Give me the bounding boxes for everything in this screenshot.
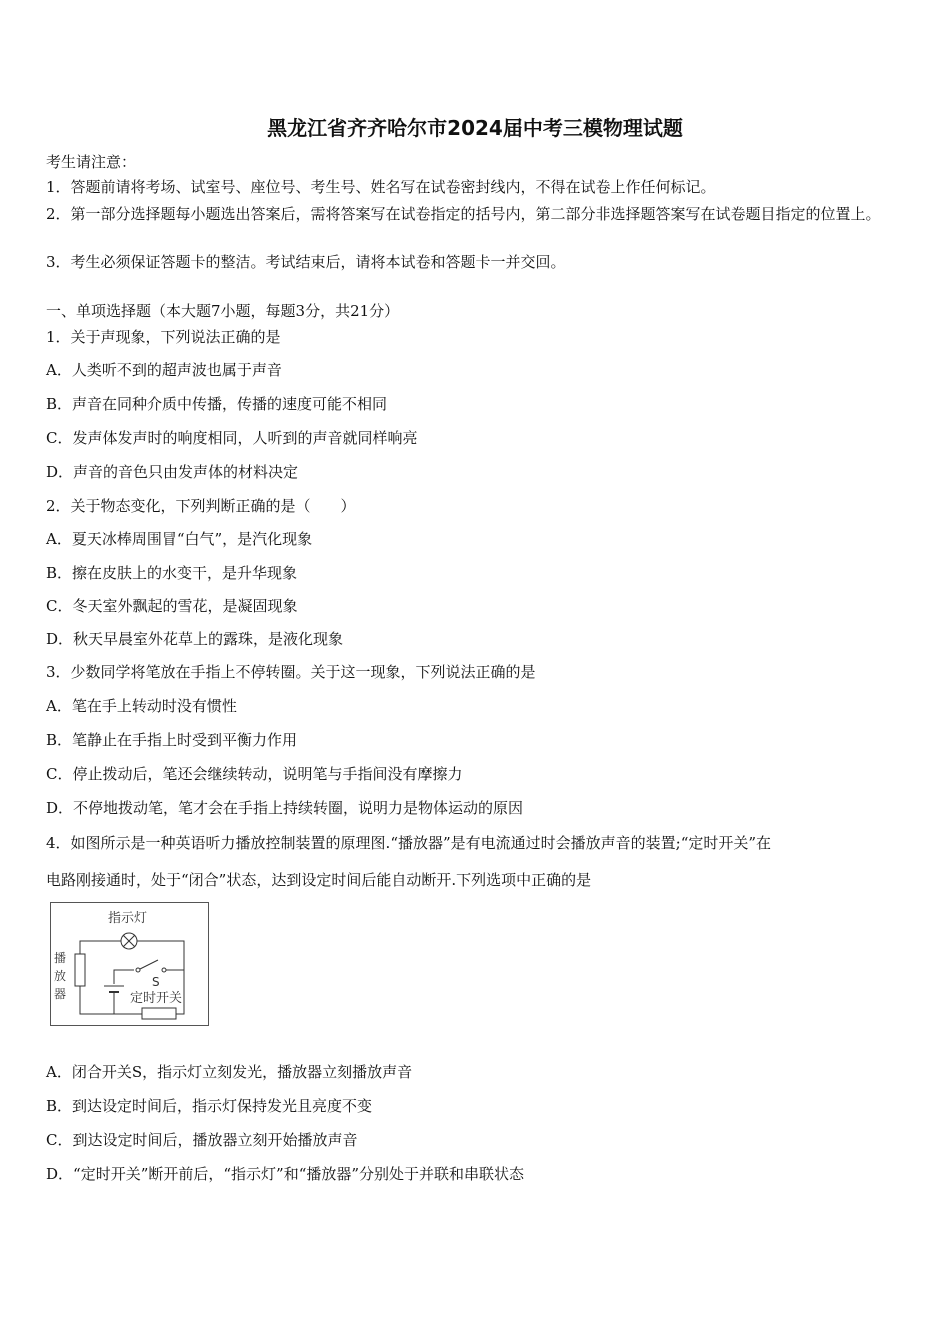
page-title: 黑龙江省齐齐哈尔市2024届中考三模物理试题 — [267, 116, 683, 140]
q1-option-a: A．人类听不到的超声波也属于声音 — [46, 361, 282, 379]
circuit-diagram — [50, 902, 210, 1027]
q2-option-d: D．秋天早晨室外花草上的露珠，是液化现象 — [46, 630, 344, 648]
player-label-1: 播 — [54, 951, 67, 965]
notice-heading: 考生请注意： — [46, 153, 137, 171]
lamp-label: 指示灯 — [108, 911, 148, 926]
notice-item-1: 1．答题前请将考场、试室号、座位号、考生号、姓名写在试卷密封线内，不得在试卷上作任何标记。 — [46, 178, 716, 196]
q4-stem-line1: 4．如图所示是一种英语听力播放控制装置的原理图.“播放器”是有电流通过时会播放声音的装置;“定时开关”在 — [46, 834, 772, 852]
q4-option-c: C．到达设定时间后，播放器立刻开始播放声音 — [46, 1131, 358, 1149]
q4-option-b: B．到达设定时间后，指示灯保持发光且亮度不变 — [46, 1097, 373, 1115]
section-heading: 一、单项选择题（本大题7小题，每题3分，共21分） — [46, 302, 400, 320]
wire-top-right — [137, 941, 184, 970]
q3-option-d: D．不停地拨动笔，笔才会在手指上持续转圈，说明力是物体运动的原因 — [46, 799, 524, 817]
q1-option-b: B．声音在同种介质中传播，传播的速度可能不相同 — [46, 395, 388, 413]
q3-option-a: A．笔在手上转动时没有惯性 — [46, 697, 237, 715]
player-label-2: 放 — [54, 969, 67, 983]
wire-switch-left — [114, 970, 134, 984]
switch-label: S — [152, 975, 160, 989]
notice-item-2: 2．第一部分选择题每小题选出答案后，需将答案写在试卷指定的括号内，第二部分非选择题答案写在试卷题目指定的位置上。 — [46, 205, 881, 223]
q1-stem: 1．关于声现象，下列说法正确的是 — [46, 328, 281, 346]
wire-top-left — [80, 941, 121, 954]
q4-option-a: A．闭合开关S，指示灯立刻发光，播放器立刻播放声音 — [46, 1063, 413, 1081]
q1-option-c: C．发声体发声时的响度相同，人听到的声音就同样响亮 — [46, 429, 418, 447]
q2-option-c: C．冬天室外飘起的雪花，是凝固现象 — [46, 597, 298, 615]
player-box — [75, 954, 85, 986]
timer-label: 定时开关 — [130, 991, 183, 1006]
timer-box — [142, 1008, 176, 1019]
battery-icon — [104, 986, 124, 1014]
q2-stem: 2．关于物态变化，下列判断正确的是（ ） — [46, 497, 356, 515]
q3-stem: 3．少数同学将笔放在手指上不停转圈。关于这一现象，下列说法正确的是 — [46, 663, 536, 681]
player-label-3: 器 — [54, 987, 67, 1001]
q4-stem-line2: 电路刚接通时，处于“闭合”状态，达到设定时间后能自动断开.下列选项中正确的是 — [46, 871, 592, 889]
q3-option-b: B．笔静止在手指上时受到平衡力作用 — [46, 731, 298, 749]
q2-option-b: B．擦在皮肤上的水变干，是升华现象 — [46, 564, 298, 582]
q1-option-d: D．声音的音色只由发声体的材料决定 — [46, 463, 299, 481]
lamp-icon — [121, 933, 137, 949]
q3-option-c: C．停止拨动后，笔还会继续转动，说明笔与手指间没有摩擦力 — [46, 765, 463, 783]
q4-option-d: D．“定时开关”断开前后，“指示灯”和“播放器”分别处于并联和串联状态 — [46, 1165, 525, 1183]
q2-option-a: A．夏天冰棒周围冒“白气”，是汽化现象 — [46, 530, 313, 548]
notice-item-3: 3．考生必须保证答题卡的整洁。考试结束后，请将本试卷和答题卡一并交回。 — [46, 253, 566, 271]
switch-icon — [136, 960, 166, 972]
